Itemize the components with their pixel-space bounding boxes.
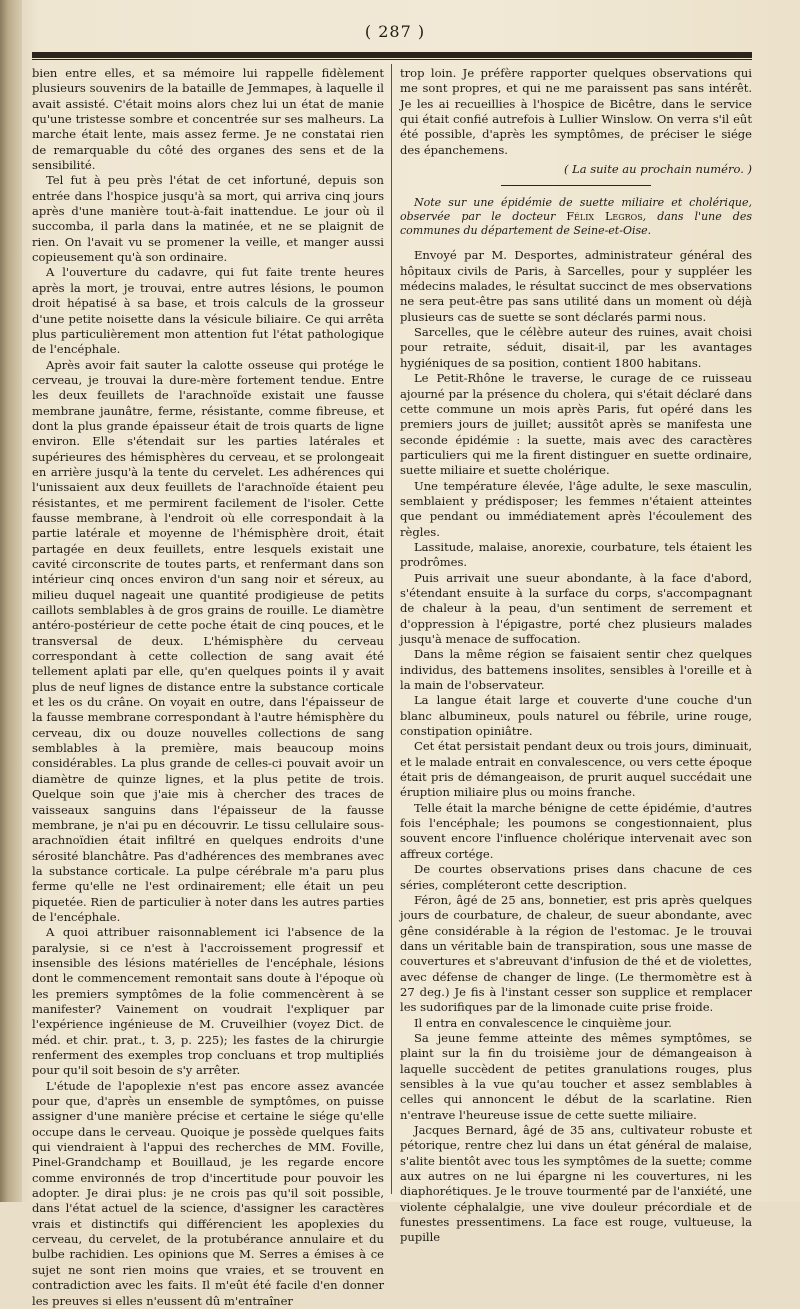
paragraph: Cet état persistait pendant deux ou trois jours, diminuait, et le malade entrait en convalescence, ou vers cette époque était pris de démangeaison, de prurit auquel succédait une éruption miliaire plus ou moins franche. [400,739,752,800]
section-separator [501,185,651,186]
book-spine [0,0,22,1202]
article-title-prefix: Note sur une épidémie de suette miliaire et cholérique, observée par le docteur [400,196,752,224]
paragraph: A quoi attribuer raisonnablement ici l'absence de la paralysie, si ce n'est à l'accroissement progressif et insensible des lésions matérielles de l'encéphale, lésions dont le commencement remontait sans doute à l'époque où les premiers symptômes de la folie commencèrent à se manifester? Vainement on voudrait l'expliquer par l'expérience ingénieuse de M. Cruveilhier (voyez Dict. de méd. et chir. prat., t. 3, p. 225); les fastes de la chirurgie renferment des exemples trop concluans et trop multipliés pour qu'il soit besoin de s'y arrêter. [32,925,384,1078]
article-author: Félix Legros [566,210,643,224]
paragraph: Le Petit-Rhône le traverse, le curage de ce ruisseau ajourné par la présence du cholera, qui s'était déclaré dans cette commune un mois après Paris, fut opéré dans les premiers jours de juillet; aussitôt après se manifesta une seconde épidémie : la suette, mais avec des caractères particuliers qui me la firent distinguer en suette ordinaire, suette miliaire et suette cholérique. [400,371,752,478]
paragraph: Tel fut à peu près l'état de cet infortuné, depuis son entrée dans l'hospice jusqu'à sa mort, qui arriva cinq jours après d'une manière tout-à-fait inattendue. Le jour où il succomba, il parla dans la matinée, et ne se plaignit de rien. On l'avait vu se promener la veille, et manger aussi copieusement qu'à son ordinaire. [32,173,384,265]
paragraph: Telle était la marche bénigne de cette épidémie, d'autres fois l'encéphale; les poumons se congestionnaient, plus souvent encore l'influence cholérique intervenait avec son affreux cortége. [400,800,752,861]
paragraph: Après avoir fait sauter la calotte osseuse qui protége le cerveau, je trouvai la dure-mère fortement tendue. Entre les deux feuillets de l'arachnoïde existait une fausse membrane jaunâtre, ferme, résistante, comme fibreuse, et dont la plus grande épaisseur était de trois quarts de ligne environ. Elle s'étendait sur les parties latérales et supérieures des hémisphères du cerveau, et se prolongeait en arrière jusqu'à la tente du cervelet. Les adhérences qui l'unissaient aux deux feuillets de l'arachnoïde étaient peu résistantes, et me permirent facilement de l'isoler. Cette fausse membrane, à l'endroit où elle correspondait à la partie latérale et moyenne de l'hémisphère droit, était partagée en deux feuillets, entre lesquels existait une cavité circonscrite de toutes parts, et renfermant dans son intérieur cinq onces environ d'un sang noir et séreux, au milieu duquel nageait une quantité prodigieuse de petits caillots semblables à de gros grains de rouille. Le diamètre antéro-postérieur de cette poche était de cinq pouces, et le transversal de deux. L'hémisphère du cerveau correspondant à cette collection de sang avait été tellement aplati par elle, qu'en quelques points il y avait plus de neuf lignes de distance entre la substance corticale et les os du crâne. On voyait en outre, dans l'épaisseur de la fausse membrane correspondant à l'autre hémisphère du cerveau, dix ou douze nouvelles collections de sang semblables à la première, mais beaucoup moins considérables. La plus grande de celles-ci pouvait avoir un diamètre de quinze lignes, et la plus petite de trois. Quelque soin que j'aie mis à chercher des traces de vaisseaux sanguins dans l'épaisseur de la fausse membrane, je n'ai pu en découvrir. Le tissu cellulaire sous-arachnoïdien était infiltré en quelques endroits d'une sérosité blanchâtre. Pas d'adhérences des membranes avec la substance corticale. La pulpe cérébrale m'a paru plus ferme qu'elle ne l'est ordinairement; elle était un peu piquetée. Rien de particulier à noter dans les autres parties de l'encéphale. [32,357,384,924]
paragraph: Lassitude, malaise, anorexie, courbature, tels étaient les prodrômes. [400,539,752,570]
right-column [400,66,752,1246]
paragraph: trop loin. Je préfère rapporter quelques observations qui me sont propres, et qui ne me paraissent pas sans intérêt. Je les ai recueillies à l'hospice de Bicêtre, dans le service qui était confié autrefois à Lullier Winslow. On verra s'il eût été possible, d'après les symptômes, de préciser le siége des épanchemens. [400,66,752,157]
paragraph: Sa jeune femme atteinte des mêmes symptômes, se plaint sur la fin du troisième jour de démangeaison à laquelle succèdent de petites granulations rouges, plus sensibles à la vue qu'au toucher et assez semblables à celles qui annoncent le début de la scarlatine. Rien n'entrave l'heureuse issue de cette suette miliaire. [400,1030,752,1122]
paragraph: A l'ouverture du cadavre, qui fut faite trente heures après la mort, je trouvai, entre autres lésions, le poumon droit hépatisé à sa base, et trois calculs de la grosseur d'une petite noisette dans la vésicule biliaire. Ce qui arrêta plus particulièrement mon attention fut l'état pathologique de l'encéphale. [32,265,384,357]
paragraph: De courtes observations prises dans chacune de ces séries, compléteront cette description. [400,862,752,892]
paragraph: La langue était large et couverte d'une couche d'un blanc albumineux, pouls naturel ou fébrile, urine rouge, constipation opiniâtre. [400,693,752,739]
paragraph: Dans la même région se faisaient sentir chez quelques individus, des battemens insolites, sensibles à l'oreille et à la main de l'observateur. [400,647,752,693]
article-title [400,196,752,238]
continued-label: ( La suite au prochain numéro. ) [563,162,752,177]
paragraph: Sarcelles, que le célèbre auteur des ruines, avait choisi pour retraite, séduit, disait-il, par les avantages hygiéniques de sa position, contient 1800 habitans. [400,325,752,370]
paragraph: Une température élevée, l'âge adulte, le sexe masculin, semblaient y prédisposer; les femmes n'étaient atteintes que pendant ou immédiatement après l'écoulement des règles. [400,478,752,539]
paragraph: Jacques Bernard, âgé de 35 ans, cultivateur robuste et pétorique, rentre chez lui dans un état général de malaise, s'alite bientôt avec tous les symptômes de la suette; comme aux autres on ne lui épargne ni les couvertures, ni les diaphorétiques. Je le trouve tourmenté par de l'anxiété, une violente céphalalgie, une vive douleur précordiale et de funestes pressentimens. La face est rouge, vultueuse, la pupille [400,1123,752,1245]
article-title-suffix: , dans l'une des communes du département de Seine-et-Oise. [400,210,752,238]
paragraph: Envoyé par M. Desportes, administrateur général des hôpitaux civils de Paris, à Sarcelles, pour y suppléer les médecins malades, le résultat succinct de mes observations ne sera peut-être pas sans utilité dans un moment où déjà plusieurs cas de suette se sont déclarés parmi nous. [400,248,752,324]
paragraph: Puis arrivait une sueur abondante, à la face d'abord, s'étendant ensuite à la surface du corps, s'accompagnant de chaleur à la peau, d'un sentiment de serrement et d'oppression à l'épigastre, porté chez plusieurs malades jusqu'à menace de suffocation. [400,570,752,646]
paragraph: Il entra en convalescence le cinquième jour. [414,1015,672,1030]
left-column [32,66,384,1309]
page-number: ( 287 ) [364,22,426,41]
column-divider [391,64,392,1194]
header-rule [32,52,752,58]
paragraph: Féron, âgé de 25 ans, bonnetier, est pris après quelques jours de courbature, de chaleur, de sueur abondante, avec gêne considérable à la région de l'estomac. Je le trouvai dans un véritable bain de transpiration, sous une masse de couvertures et s'abreuvant d'infusion de thé et de violettes, avec défense de changer de linge. (Le thermomètre est à 27 deg.) Je fis à l'instant cesser son supplice et remplacer les sudorifiques par de la limonade cuite prise froide. [400,892,752,1015]
paragraph: bien entre elles, et sa mémoire lui rappelle fidèlement plusieurs souvenirs de la bataille de Jemmapes, à laquelle il avait assisté. C'était moins alors chez lui un état de manie qu'une tristesse sombre et concentrée sur ses malheurs. La marche était lente, mais assez ferme. Je ne constatai rien de remarquable du côté des organes des sens et de la sensibilité. [32,66,384,173]
paragraph: L'étude de l'apoplexie n'est pas encore assez avancée pour que, d'après un ensemble de symptômes, on puisse assigner d'une manière précise et certaine le siége qu'elle occupe dans le cerveau. Quoique je possède quelques faits qui viendraient à l'appui des recherches de MM. Foville, Pinel-Grandchamp et Bouillaud, je les regarde encore comme environnés de trop d'incertitude pour pouvoir les adopter. Je dirai plus: je ne crois pas qu'il soit possible, dans l'état actuel de la science, d'assigner les caractères vrais et distinctifs qui différencient les apoplexies du cerveau, du cervelet, de la protubérance annulaire et du bulbe rachidien. Les opinions que M. Serres a émises à ce sujet ne sont rien moins que vraies, et se trouvent en contradiction avec les faits. Il m'eût été facile d'en donner les preuves si elles n'eussent dû m'entraîner [32,1078,384,1308]
